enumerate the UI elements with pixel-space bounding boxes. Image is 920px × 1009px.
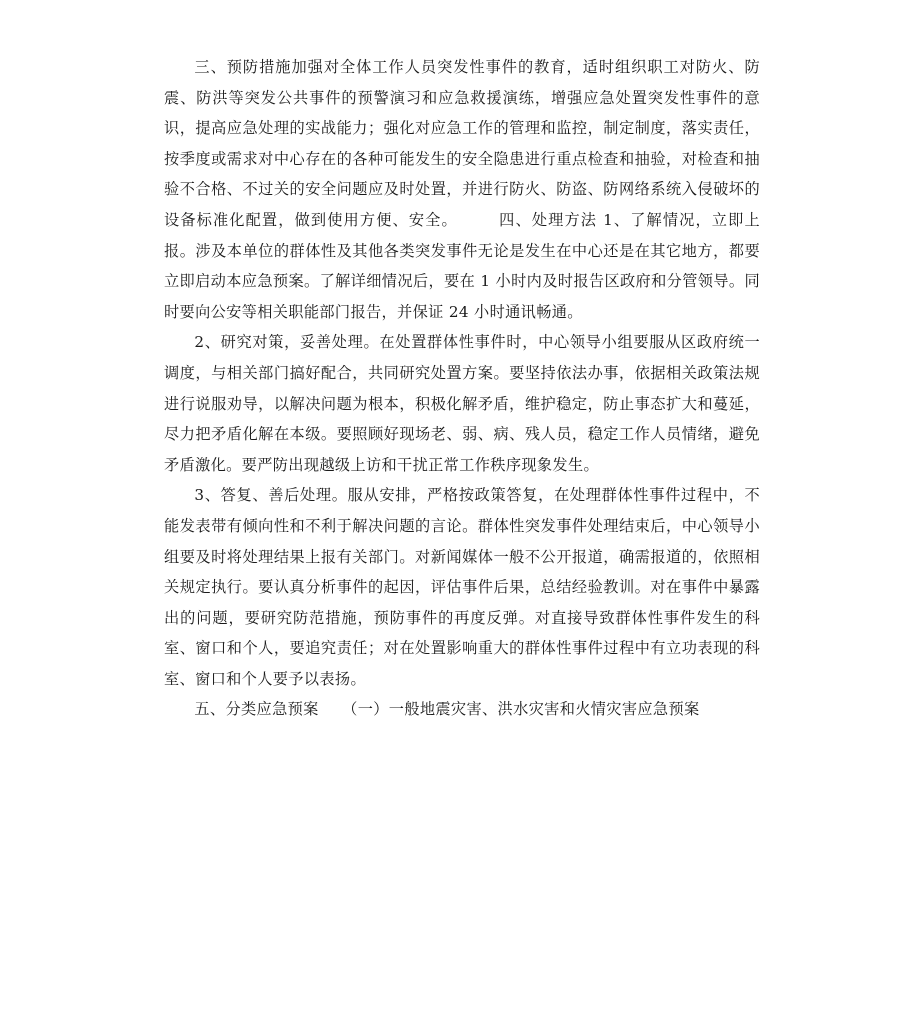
- paragraph-prevention-and-handling: 三、预防措施加强对全体工作人员突发性事件的教育，适时组织职工对防火、防震、防洪等突发公共事件的预警演习和应急救援演练，增强应急处置突发性事件的意识，提高应急处理的实战能力；强化对应急工作的管理和监控，制定制度，落实责任，按季度或需求对中心存在的各种可能发生的安全隐患进行重点检查和抽验，对检查和抽验不合格、不过关的安全问题应及时处置，并进行防火、防盗、防网络系统入侵破坏的设备标准化配置，做到使用方便、安全。 四、处理方法 1、了解情况，立即上报。涉及本单位的群体性及其他各类突发事件无论是发生在中心还是在其它地方，都要立即启动本应急预案。了解详细情况后，要在 1 小时内及时报告区政府和分管领导。同时要向公安等相关职能部门报告，并保证 24 小时通讯畅通。: [164, 58, 760, 321]
- paragraph-reply-aftermath: 3、答复、善后处理。服从安排，严格按政策答复，在处理群体性事件过程中，不能发表带有倾向性和不利于解决问题的言论。群体性突发事件处理结束后，中心领导小组要及时将处理结果上报有关部门。对新闻媒体一般不公开报道，确需报道的，依照相关规定执行。要认真分析事件的起因，评估事件后果，总结经验教训。对在事件中暴露出的问题，要研究防范措施，预防事件的再度反弹。对直接导致群体性事件发生的科室、窗口和个人，要追究责任；对在处置影响重大的群体性事件过程中有立功表现的科室、窗口和个人要予以表扬。: [164, 486, 760, 688]
- paragraph-research-countermeasures: 2、研究对策，妥善处理。在处置群体性事件时，中心领导小组要服从区政府统一调度，与相关部门搞好配合，共同研究处置方案。要坚持依法办事，依据相关政策法规进行说服劝导，以解决问题为根本，积极化解矛盾，维护稳定，防止事态扩大和蔓延，尽力把矛盾化解在本级。要照顾好现场老、弱、病、残人员，稳定工作人员情绪，避免矛盾激化。要严防出现越级上访和干扰正常工作秩序现象发生。: [164, 333, 760, 474]
- paragraph-classified-plans: 五、分类应急预案 （一）一般地震灾害、洪水灾害和火情灾害应急预案: [194, 700, 700, 719]
- document-body: [164, 52, 760, 725]
